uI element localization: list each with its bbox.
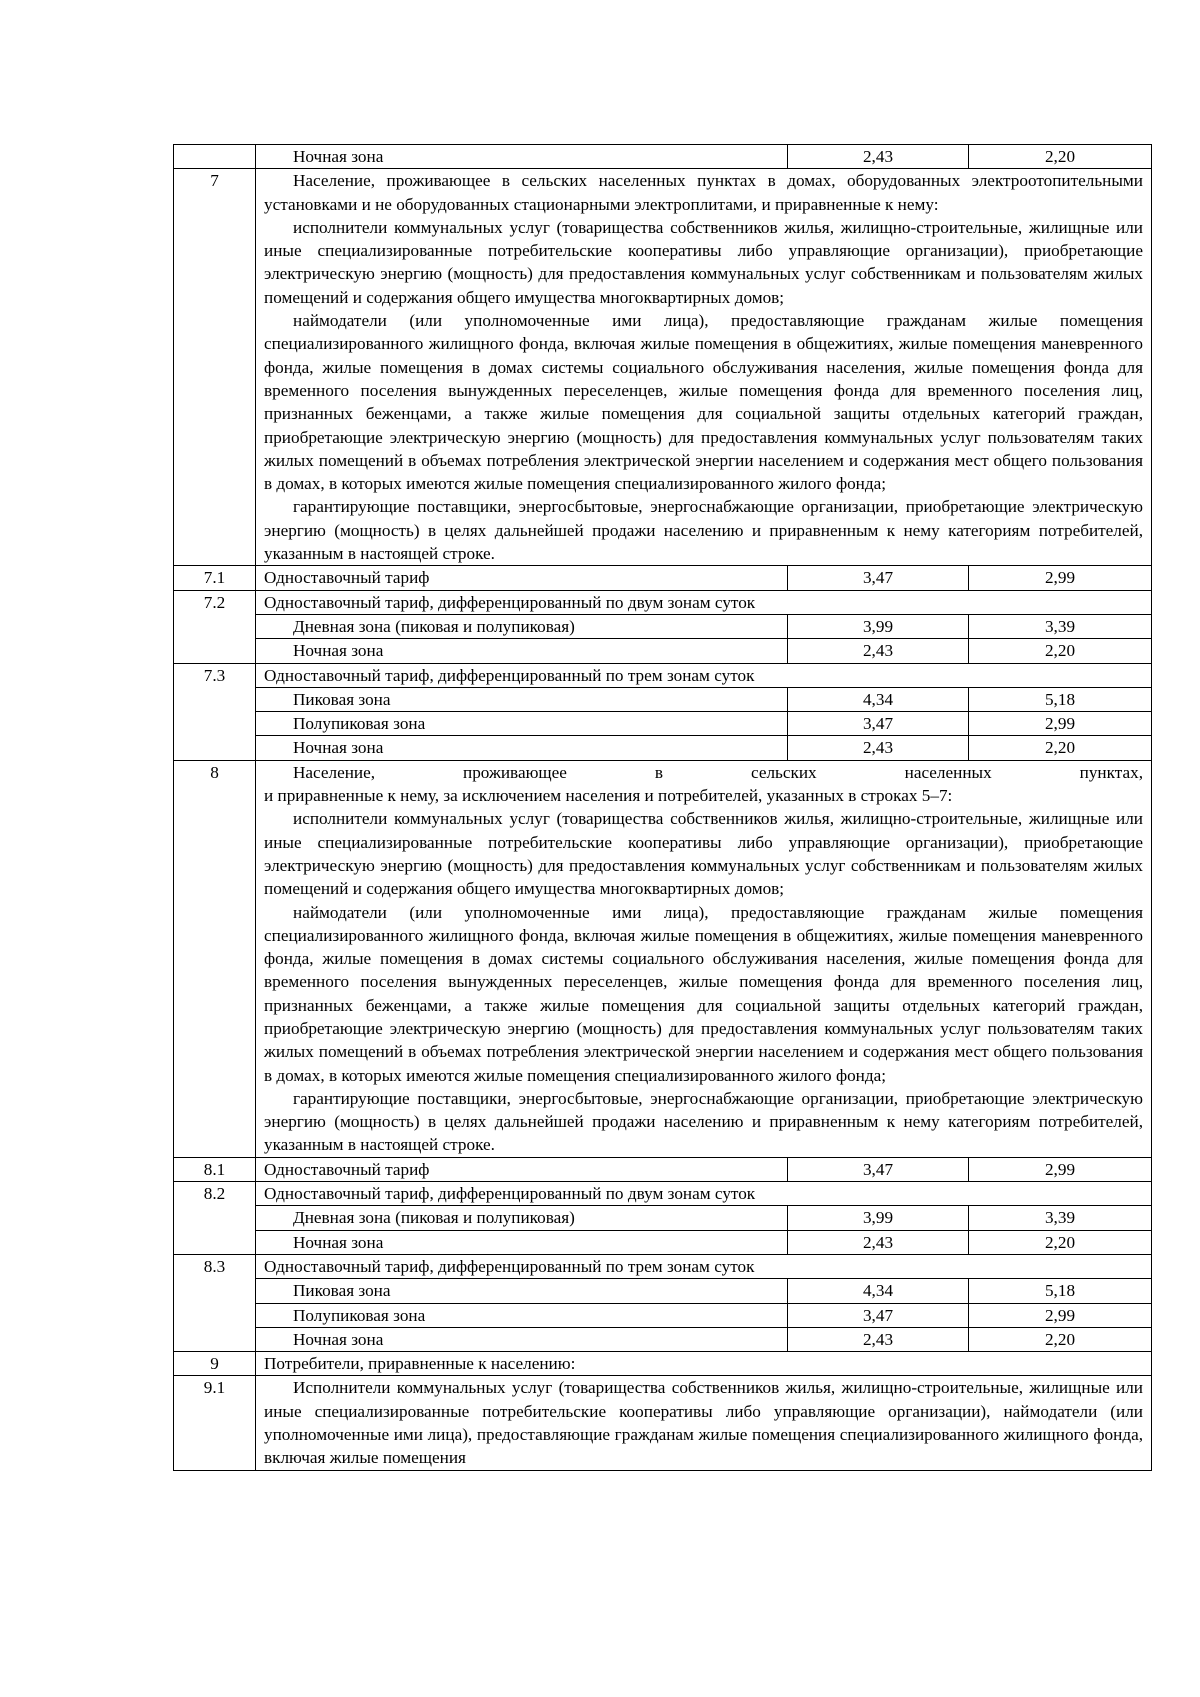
table-row (174, 639, 1152, 663)
tariff-value-1: 2,43 (788, 1327, 969, 1351)
tariff-value-2: 2,20 (969, 1230, 1152, 1254)
table-row (174, 1182, 1152, 1206)
table-row (174, 760, 1152, 1157)
tariff-value-1: 3,99 (788, 1206, 969, 1230)
tariff-value-2: 3,39 (969, 614, 1152, 638)
tariff-table-body (174, 145, 1152, 1471)
zone-name: Дневная зона (пиковая и полупиковая) (256, 614, 788, 638)
row-number: 7 (174, 169, 256, 566)
tariff-value-1: 3,99 (788, 614, 969, 638)
table-row (174, 1303, 1152, 1327)
description-paragraph: наймодатели (или уполномоченные ими лица), предоставляющие гражданам жилые помещения специализированного жилищного фонда, включая жилые помещения в общежитиях, жилые помещения маневренного фонда, жилые помещения в домах системы социального обслуживания населения, жилые помещения фонда для временного поселения вынужденных переселенцев, жилые помещения фонда для временного поселения лиц, признанных беженцами, а также жилые помещения для социальной защиты отдельных категорий граждан, приобретающие электрическую энергию (мощность) для предоставления коммунальных услуг пользователям таких жилых помещений в объемах потребления электрической энергии населением и содержания мест общего пользования в домах, в которых имеются жилые помещения специализированного жилого фонда; (264, 311, 1143, 494)
tariff-value-2: 2,20 (969, 1327, 1152, 1351)
table-row (174, 1230, 1152, 1254)
table-row (174, 1352, 1152, 1376)
row-number: 7.1 (174, 566, 256, 590)
tariff-value-1: 2,43 (788, 145, 969, 169)
tariff-value-1: 3,47 (788, 566, 969, 590)
zone-name: Ночная зона (256, 1327, 788, 1351)
tariff-value-2: 3,39 (969, 1206, 1152, 1230)
tariff-table (173, 144, 1152, 1471)
description-paragraph: наймодатели (или уполномоченные ими лица), предоставляющие гражданам жилые помещения специализированного жилищного фонда, включая жилые помещения в общежитиях, жилые помещения маневренного фонда, жилые помещения в домах системы социального обслуживания населения, жилые помещения фонда для временного поселения вынужденных переселенцев, жилые помещения фонда для временного поселения лиц, признанных беженцами, а также жилые помещения для социальной защиты отдельных категорий граждан, приобретающие электрическую энергию (мощность) для предоставления коммунальных услуг пользователям таких жилых помещений в объемах потребления электрической энергии населением и содержания мест общего пользования в домах, в которых имеются жилые помещения специализированного жилого фонда; (264, 902, 1143, 1085)
table-row (174, 663, 1152, 687)
tariff-value-1: 2,43 (788, 736, 969, 760)
tariff-value-2: 2,20 (969, 145, 1152, 169)
table-row (174, 614, 1152, 638)
zone-name: Полупиковая зона (256, 712, 788, 736)
row-description (256, 1376, 1152, 1470)
tariff-value-2: 5,18 (969, 1279, 1152, 1303)
row-description (256, 760, 1152, 1157)
tariff-value-1: 3,47 (788, 1157, 969, 1181)
table-row (174, 687, 1152, 711)
tariff-name: Одноставочный тариф (256, 1157, 788, 1181)
row-number: 9 (174, 1352, 256, 1376)
row-number: 7.3 (174, 663, 256, 760)
tariff-name: Одноставочный тариф, дифференцированный по трем зонам суток (256, 663, 1152, 687)
row-number (174, 145, 256, 169)
table-row (174, 590, 1152, 614)
description-paragraph: и приравненные к нему, за исключением населения и потребителей, указанных в строках 5–7: (264, 786, 953, 806)
category-name: Потребители, приравненные к населению: (256, 1352, 1152, 1376)
row-number: 9.1 (174, 1376, 256, 1470)
row-number: 8.1 (174, 1157, 256, 1181)
table-row (174, 736, 1152, 760)
table-row (174, 712, 1152, 736)
description-paragraph: Население, проживающее в сельских населенных пунктах, (293, 762, 1143, 782)
tariff-value-1: 3,47 (788, 712, 969, 736)
row-description (256, 169, 1152, 566)
row-number: 8.2 (174, 1182, 256, 1255)
tariff-value-1: 2,43 (788, 1230, 969, 1254)
tariff-value-2: 2,20 (969, 639, 1152, 663)
table-row (174, 1157, 1152, 1181)
zone-name: Полупиковая зона (256, 1303, 788, 1327)
description-paragraph: Население, проживающее в сельских населенных пунктах в домах, оборудованных электроотопительными установками и не оборудованных стационарными электроплитами, и приравненные к нему: (264, 171, 1143, 214)
tariff-value-2: 2,20 (969, 736, 1152, 760)
tariff-value-2: 5,18 (969, 687, 1152, 711)
description-paragraph: гарантирующие поставщики, энергосбытовые, энергоснабжающие организации, приобретающие электрическую энергию (мощность) в целях дальнейшей продажи населению и приравненным к нему категориям потребителей, указанным в настоящей строке. (264, 1088, 1143, 1155)
table-row (174, 566, 1152, 590)
table-row (174, 145, 1152, 169)
tariff-value-2: 2,99 (969, 1157, 1152, 1181)
tariff-document (173, 144, 1151, 1471)
tariff-value-1: 4,34 (788, 1279, 969, 1303)
tariff-name: Одноставочный тариф (256, 566, 788, 590)
description-paragraph: исполнители коммунальных услуг (товарищества собственников жилья, жилищно-строительные, жилищные или иные специализированные потребительские кооперативы либо управляющие организации), приобретающие электрическую энергию (мощность) для предоставления коммунальных услуг собственникам и пользователям жилых помещений и содержания общего имущества многоквартирных домов; (264, 217, 1143, 307)
table-row (174, 1279, 1152, 1303)
row-number: 8.3 (174, 1254, 256, 1351)
tariff-name: Одноставочный тариф, дифференцированный по двум зонам суток (256, 590, 1152, 614)
table-row (174, 1206, 1152, 1230)
tariff-value-2: 2,99 (969, 1303, 1152, 1327)
table-row (174, 169, 1152, 566)
row-number: 7.2 (174, 590, 256, 663)
tariff-value-2: 2,99 (969, 566, 1152, 590)
tariff-name: Одноставочный тариф, дифференцированный по двум зонам суток (256, 1182, 1152, 1206)
zone-name: Ночная зона (256, 736, 788, 760)
description-paragraph: Исполнители коммунальных услуг (товарищества собственников жилья, жилищно-строительные, жилищные или иные специализированные потребительские кооперативы либо управляющие организации), наймодатели (или уполномоченные ими лица), предоставляющие гражданам жилые помещения специализированного жилищного фонда, включая жилые помещения (264, 1378, 1143, 1468)
table-row (174, 1327, 1152, 1351)
zone-name: Ночная зона (256, 1230, 788, 1254)
zone-name: Пиковая зона (256, 687, 788, 711)
zone-name: Ночная зона (256, 639, 788, 663)
zone-name: Пиковая зона (256, 1279, 788, 1303)
row-number: 8 (174, 760, 256, 1157)
tariff-value-1: 2,43 (788, 639, 969, 663)
tariff-value-1: 3,47 (788, 1303, 969, 1327)
table-row (174, 1376, 1152, 1470)
description-paragraph: исполнители коммунальных услуг (товарищества собственников жилья, жилищно-строительные, жилищные или иные специализированные потребительские кооперативы либо управляющие организации), приобретающие электрическую энергию (мощность) для предоставления коммунальных услуг собственникам и пользователям жилых помещений и содержания общего имущества многоквартирных домов; (264, 809, 1143, 899)
tariff-value-2: 2,99 (969, 712, 1152, 736)
tariff-value-1: 4,34 (788, 687, 969, 711)
zone-name: Ночная зона (256, 145, 788, 169)
zone-name: Дневная зона (пиковая и полупиковая) (256, 1206, 788, 1230)
table-row (174, 1254, 1152, 1278)
description-paragraph: гарантирующие поставщики, энергосбытовые, энергоснабжающие организации, приобретающие электрическую энергию (мощность) в целях дальнейшей продажи населению и приравненным к нему категориям потребителей, указанным в настоящей строке. (264, 497, 1143, 564)
tariff-name: Одноставочный тариф, дифференцированный по трем зонам суток (256, 1254, 1152, 1278)
